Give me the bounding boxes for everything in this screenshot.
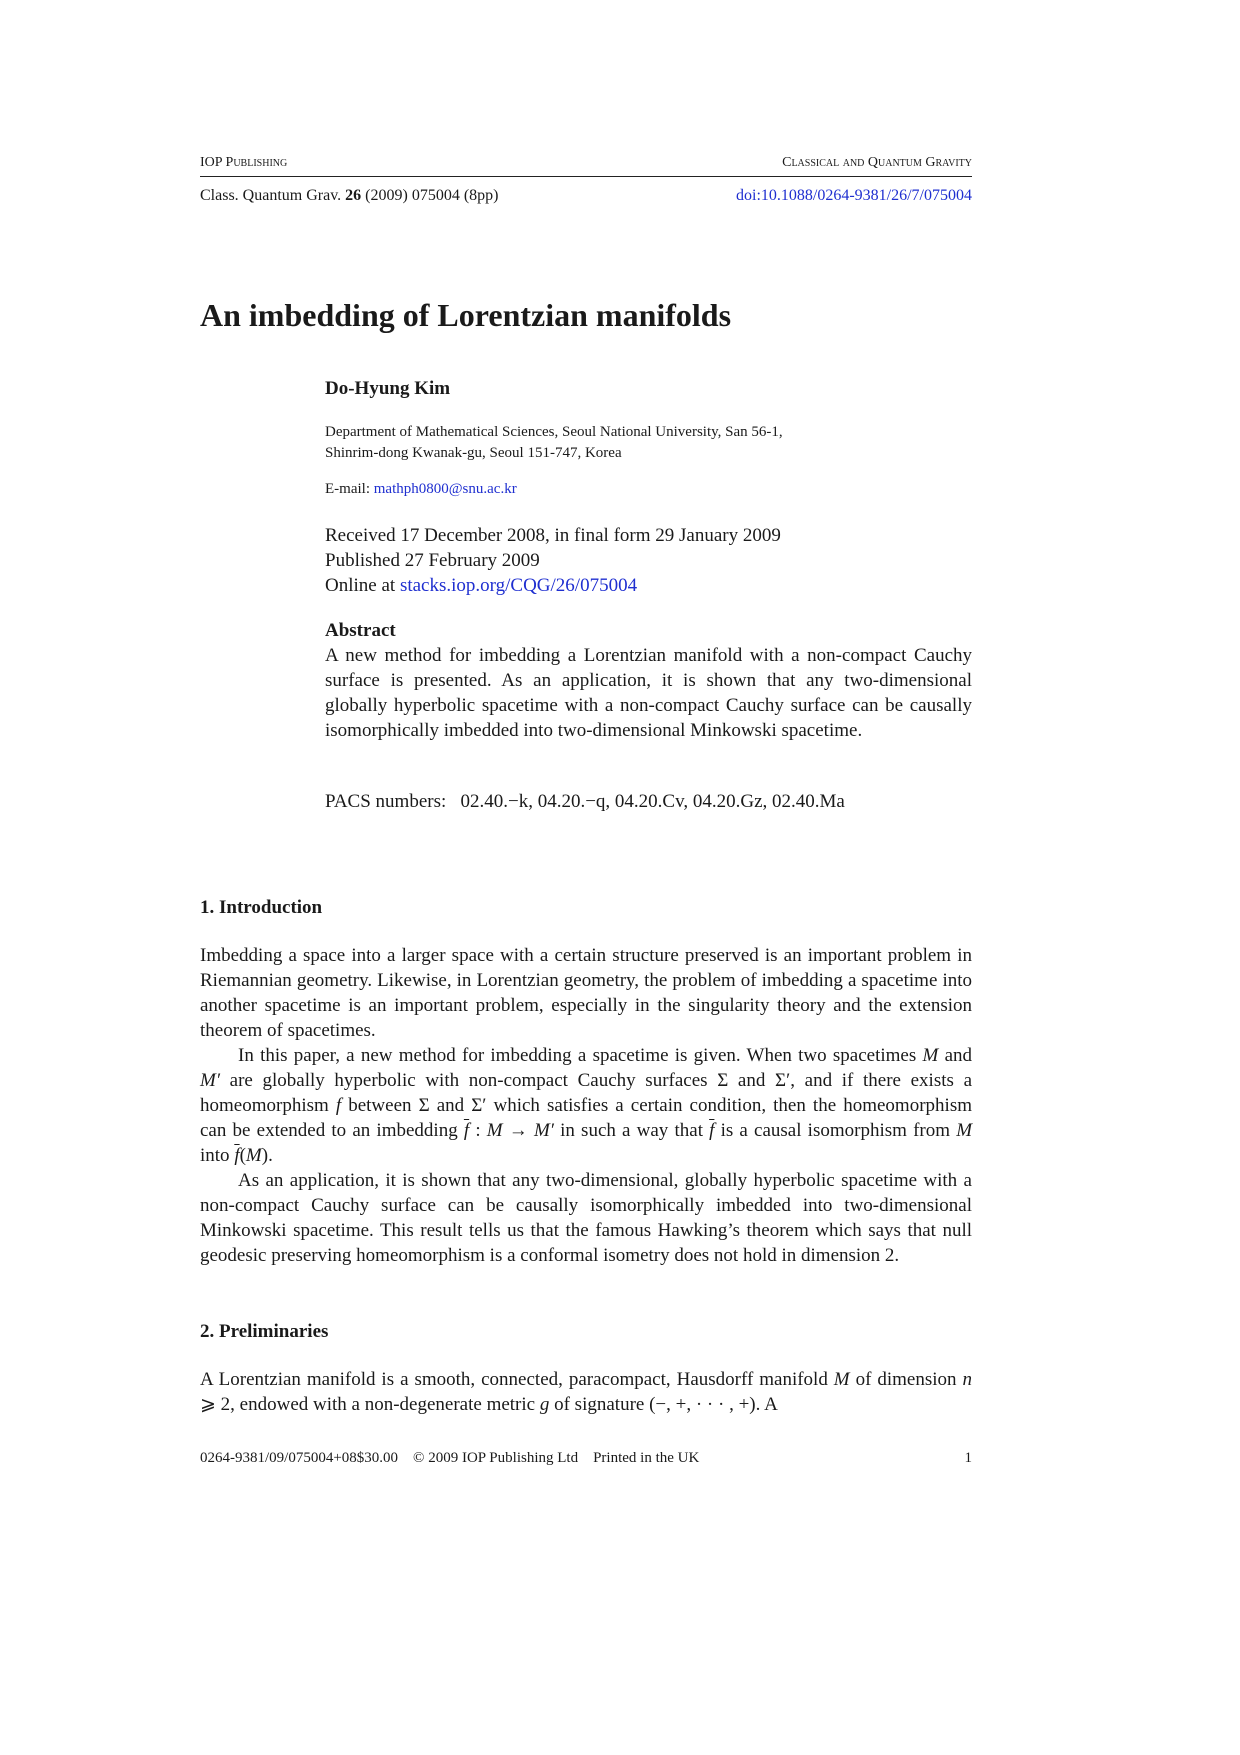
intro-paragraph-3: As an application, it is shown that any two-dimensional, globally hyperbolic spacetime with a non-compact Cauchy surface can be causally isomorphically imbedded into two-dimensional Minkowski spacetime. This result tells us that the famous Hawking’s theorem which says that null geodesic preserving homeomorphism is a conformal isometry does not hold in dimension 2. xyxy=(200,1170,972,1266)
citation-prefix: Class. Quantum Grav. xyxy=(200,187,342,204)
preliminaries-body xyxy=(200,1367,972,1417)
abstract-heading: Abstract xyxy=(325,620,396,641)
page-number: 1 xyxy=(964,1450,972,1466)
affiliation xyxy=(325,422,783,464)
email-link[interactable]: mathph0800@snu.ac.kr xyxy=(373,481,517,497)
published-date: Published 27 February 2009 xyxy=(325,550,540,571)
citation-suffix: (2009) 075004 (8pp) xyxy=(365,187,499,204)
publisher-name: IOP Publishing xyxy=(200,155,288,170)
email-line xyxy=(325,481,517,498)
dates-block xyxy=(325,523,781,598)
prelim-paragraph-1: A Lorentzian manifold is a smooth, connected, paracompact, Hausdorff manifold M of dimension n ⩾ 2, endowed with a non-degenerate metric g of signature (−, +, · · · , +). A xyxy=(200,1369,972,1415)
footer-left xyxy=(200,1450,699,1467)
abstract-text: A new method for imbedding a Lorentzian manifold with a non-compact Cauchy surface is presented. As an application, it is shown that any two-dimensional globally hyperbolic spacetime with a non-compact Cauchy surface can be causally isomorphically imbedded into two-dimensional Minkowski spacetime. xyxy=(325,645,972,741)
pacs-line xyxy=(325,791,845,813)
intro-paragraph-2: In this paper, a new method for imbedding a spacetime is given. When two spacetimes M and M′ are globally hyperbolic with non-compact Cauchy surfaces Σ and Σ′, and if there exists a homeomorphism f between Σ and Σ′ which satisfies a certain condition, then the homeomorphism can be extended to an imbedding $\overline{f}$ : M → M′ in such a way that $\overline{f}$ is a causal isomorphism from M into $\overline{f}(M)$. xyxy=(200,1045,973,1166)
author-name: Do-Hyung Kim xyxy=(325,378,451,399)
footer-printed: Printed in the UK xyxy=(593,1450,700,1466)
introduction-body xyxy=(200,943,972,1268)
pacs-values: 02.40.−k, 04.20.−q, 04.20.Cv, 04.20.Gz, 02.40.Ma xyxy=(460,791,845,812)
online-link[interactable]: stacks.iop.org/CQG/26/075004 xyxy=(399,575,638,596)
footer-issn: 0264-9381/09/075004+08$30.00 xyxy=(200,1450,399,1466)
affiliation-line-2: Shinrim-dong Kwanak-gu, Seoul 151-747, Korea xyxy=(325,445,622,461)
header-rule xyxy=(200,176,972,177)
citation-volume: 26 xyxy=(345,187,362,204)
doi-link[interactable]: doi:10.1088/0264-9381/26/7/075004 xyxy=(736,187,972,204)
online-line xyxy=(325,573,781,598)
received-date: Received 17 December 2008, in final form 29 January 2009 xyxy=(325,525,781,546)
citation xyxy=(200,187,498,205)
journal-name: Classical and Quantum Gravity xyxy=(782,155,972,170)
section-heading-introduction: 1. Introduction xyxy=(200,897,323,918)
section-heading-preliminaries: 2. Preliminaries xyxy=(200,1321,329,1342)
footer-copyright: © 2009 IOP Publishing Ltd xyxy=(413,1450,579,1466)
affiliation-line-1: Department of Mathematical Sciences, Seoul National University, San 56-1, xyxy=(325,424,783,440)
email-label: E-mail: xyxy=(325,481,370,497)
intro-paragraph-1: Imbedding a space into a larger space with a certain structure preserved is an important problem in Riemannian geometry. Likewise, in Lorentzian geometry, the problem of imbedding a spacetime into another spacetime is an important problem, especially in the singularity theory and the extension theorem of spacetimes. xyxy=(200,945,972,1041)
online-label: Online at xyxy=(325,575,396,596)
paper-title: An imbedding of Lorentzian manifolds xyxy=(200,297,732,333)
pacs-label: PACS numbers: xyxy=(325,791,447,812)
